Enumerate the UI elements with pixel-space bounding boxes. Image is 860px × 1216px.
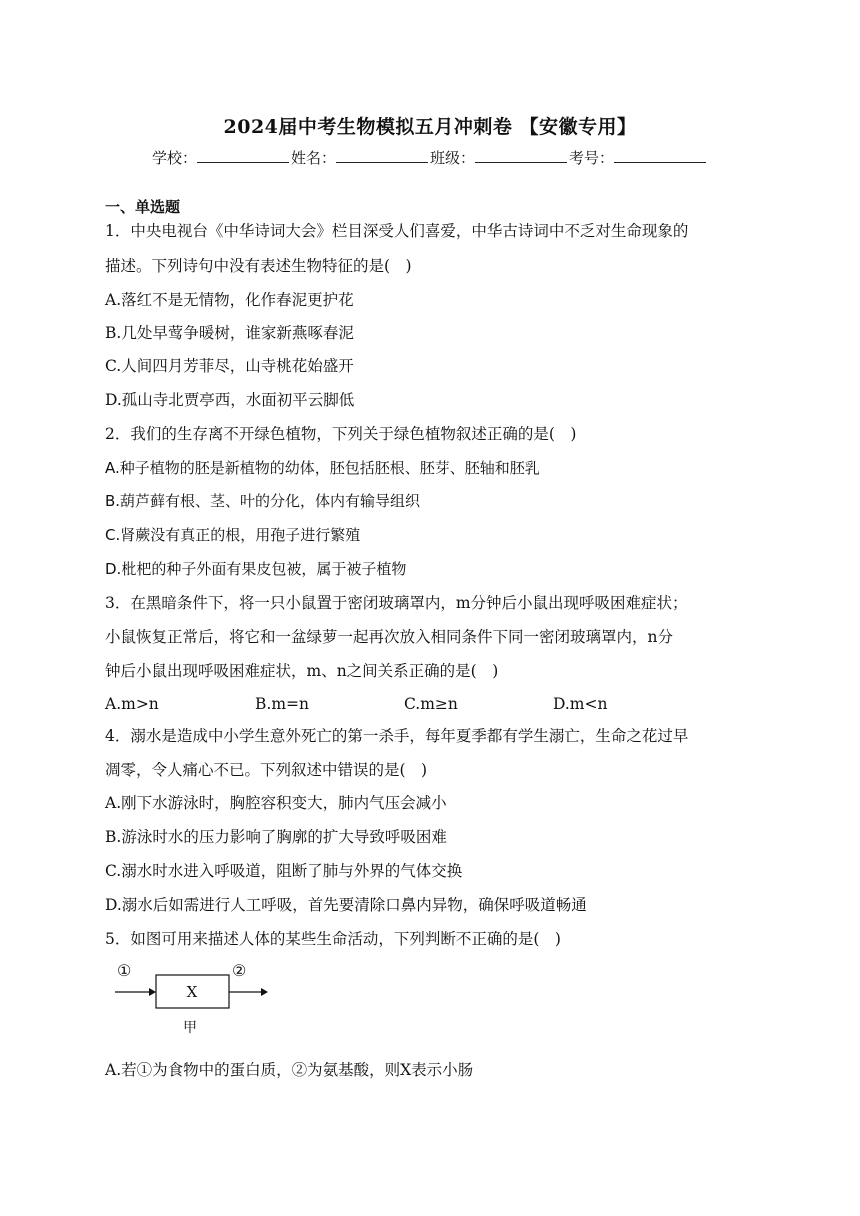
student-info-line xyxy=(0,147,860,168)
q5-stem: 5．如图可用来描述人体的某些生命活动，下列判断不正确的是( ) xyxy=(105,930,561,948)
q3-stem-line2: 小鼠恢复正常后，将它和一盆绿萝一起再次放入相同条件下同一密闭玻璃罩内，n分 xyxy=(105,628,673,646)
q2-option-c: C.肾蕨没有真正的根，用孢子进行繁殖 xyxy=(105,526,361,544)
number-blank[interactable] xyxy=(614,148,706,163)
q3-option-b: B.m=n xyxy=(255,695,309,713)
name-label: 姓名： xyxy=(290,149,336,167)
q1-option-b: B.几处早莺争暖树，谁家新燕啄春泥 xyxy=(105,324,354,342)
section-heading: 一、单选题 xyxy=(105,198,181,216)
school-blank[interactable] xyxy=(197,148,289,163)
diagram-input-label: ① xyxy=(117,961,132,980)
q2-option-a: A.种子植物的胚是新植物的幼体，胚包括胚根、胚芽、胚轴和胚乳 xyxy=(105,459,540,477)
q1-stem-line2: 描述。下列诗句中没有表述生物特征的是( ) xyxy=(105,257,412,275)
q2-option-b: B.葫芦藓有根、茎、叶的分化，体内有输导组织 xyxy=(105,492,421,510)
process-diagram xyxy=(115,960,285,1040)
q3-option-d: D.m<n xyxy=(553,695,608,713)
exam-title: 2024届中考生物模拟五月冲刺卷 【安徽专用】 xyxy=(223,116,637,138)
q4-option-a: A.刚下水游泳时，胸腔容积变大，肺内气压会减小 xyxy=(105,794,447,812)
q3-option-a: A.m>n xyxy=(105,695,159,713)
q4-stem-line1: 4．溺水是造成中小学生意外死亡的第一杀手，每年夏季都有学生溺亡，生命之花过早 xyxy=(105,727,689,745)
name-blank[interactable] xyxy=(336,148,428,163)
q1-option-d: D.孤山寺北贾亭西，水面初平云脚低 xyxy=(105,391,355,409)
q1-stem-line1: 1．中央电视台《中华诗词大会》栏目深受人们喜爱，中华古诗词中不乏对生命现象的 xyxy=(105,222,689,240)
q2-option-d: D.枇杷的种子外面有果皮包被，属于被子植物 xyxy=(105,560,407,578)
q3-option-c: C.m≥n xyxy=(404,695,458,713)
q4-option-b: B.游泳时水的压力影响了胸廓的扩大导致呼吸困难 xyxy=(105,828,447,846)
class-blank[interactable] xyxy=(475,148,567,163)
q4-stem-line2: 凋零，令人痛心不已。下列叙述中错误的是( ) xyxy=(105,761,428,779)
diagram-input-arrowhead xyxy=(149,988,156,996)
diagram-output-label: ② xyxy=(232,961,247,980)
number-label: 考号： xyxy=(569,149,615,167)
diagram-output-arrowhead xyxy=(261,988,268,996)
q3-stem-line1: 3．在黑暗条件下，将一只小鼠置于密闭玻璃罩内，m分钟后小鼠出现呼吸困难症状； xyxy=(105,594,688,612)
q1-option-a: A.落红不是无情物，化作春泥更护花 xyxy=(105,291,354,309)
class-label: 班级： xyxy=(430,149,476,167)
school-label: 学校： xyxy=(151,149,197,167)
q5-option-a: A.若①为食物中的蛋白质，②为氨基酸，则X表示小肠 xyxy=(105,1061,474,1079)
q1-option-c: C.人间四月芳菲尽，山寺桃花始盛开 xyxy=(105,357,354,375)
q3-options-row xyxy=(105,694,725,714)
q4-option-c: C.溺水时水进入呼吸道，阻断了肺与外界的气体交换 xyxy=(105,862,463,880)
q2-stem: 2．我们的生存离不开绿色植物，下列关于绿色植物叙述正确的是( ) xyxy=(105,425,577,443)
q4-option-d: D.溺水后如需进行人工呼吸，首先要清除口鼻内异物，确保呼吸道畅通 xyxy=(105,896,587,914)
diagram-caption: 甲 xyxy=(183,1020,197,1036)
q3-stem-line3: 钟后小鼠出现呼吸困难症状，m、n之间关系正确的是( ) xyxy=(105,662,499,680)
diagram-box-label: X xyxy=(186,983,198,1001)
